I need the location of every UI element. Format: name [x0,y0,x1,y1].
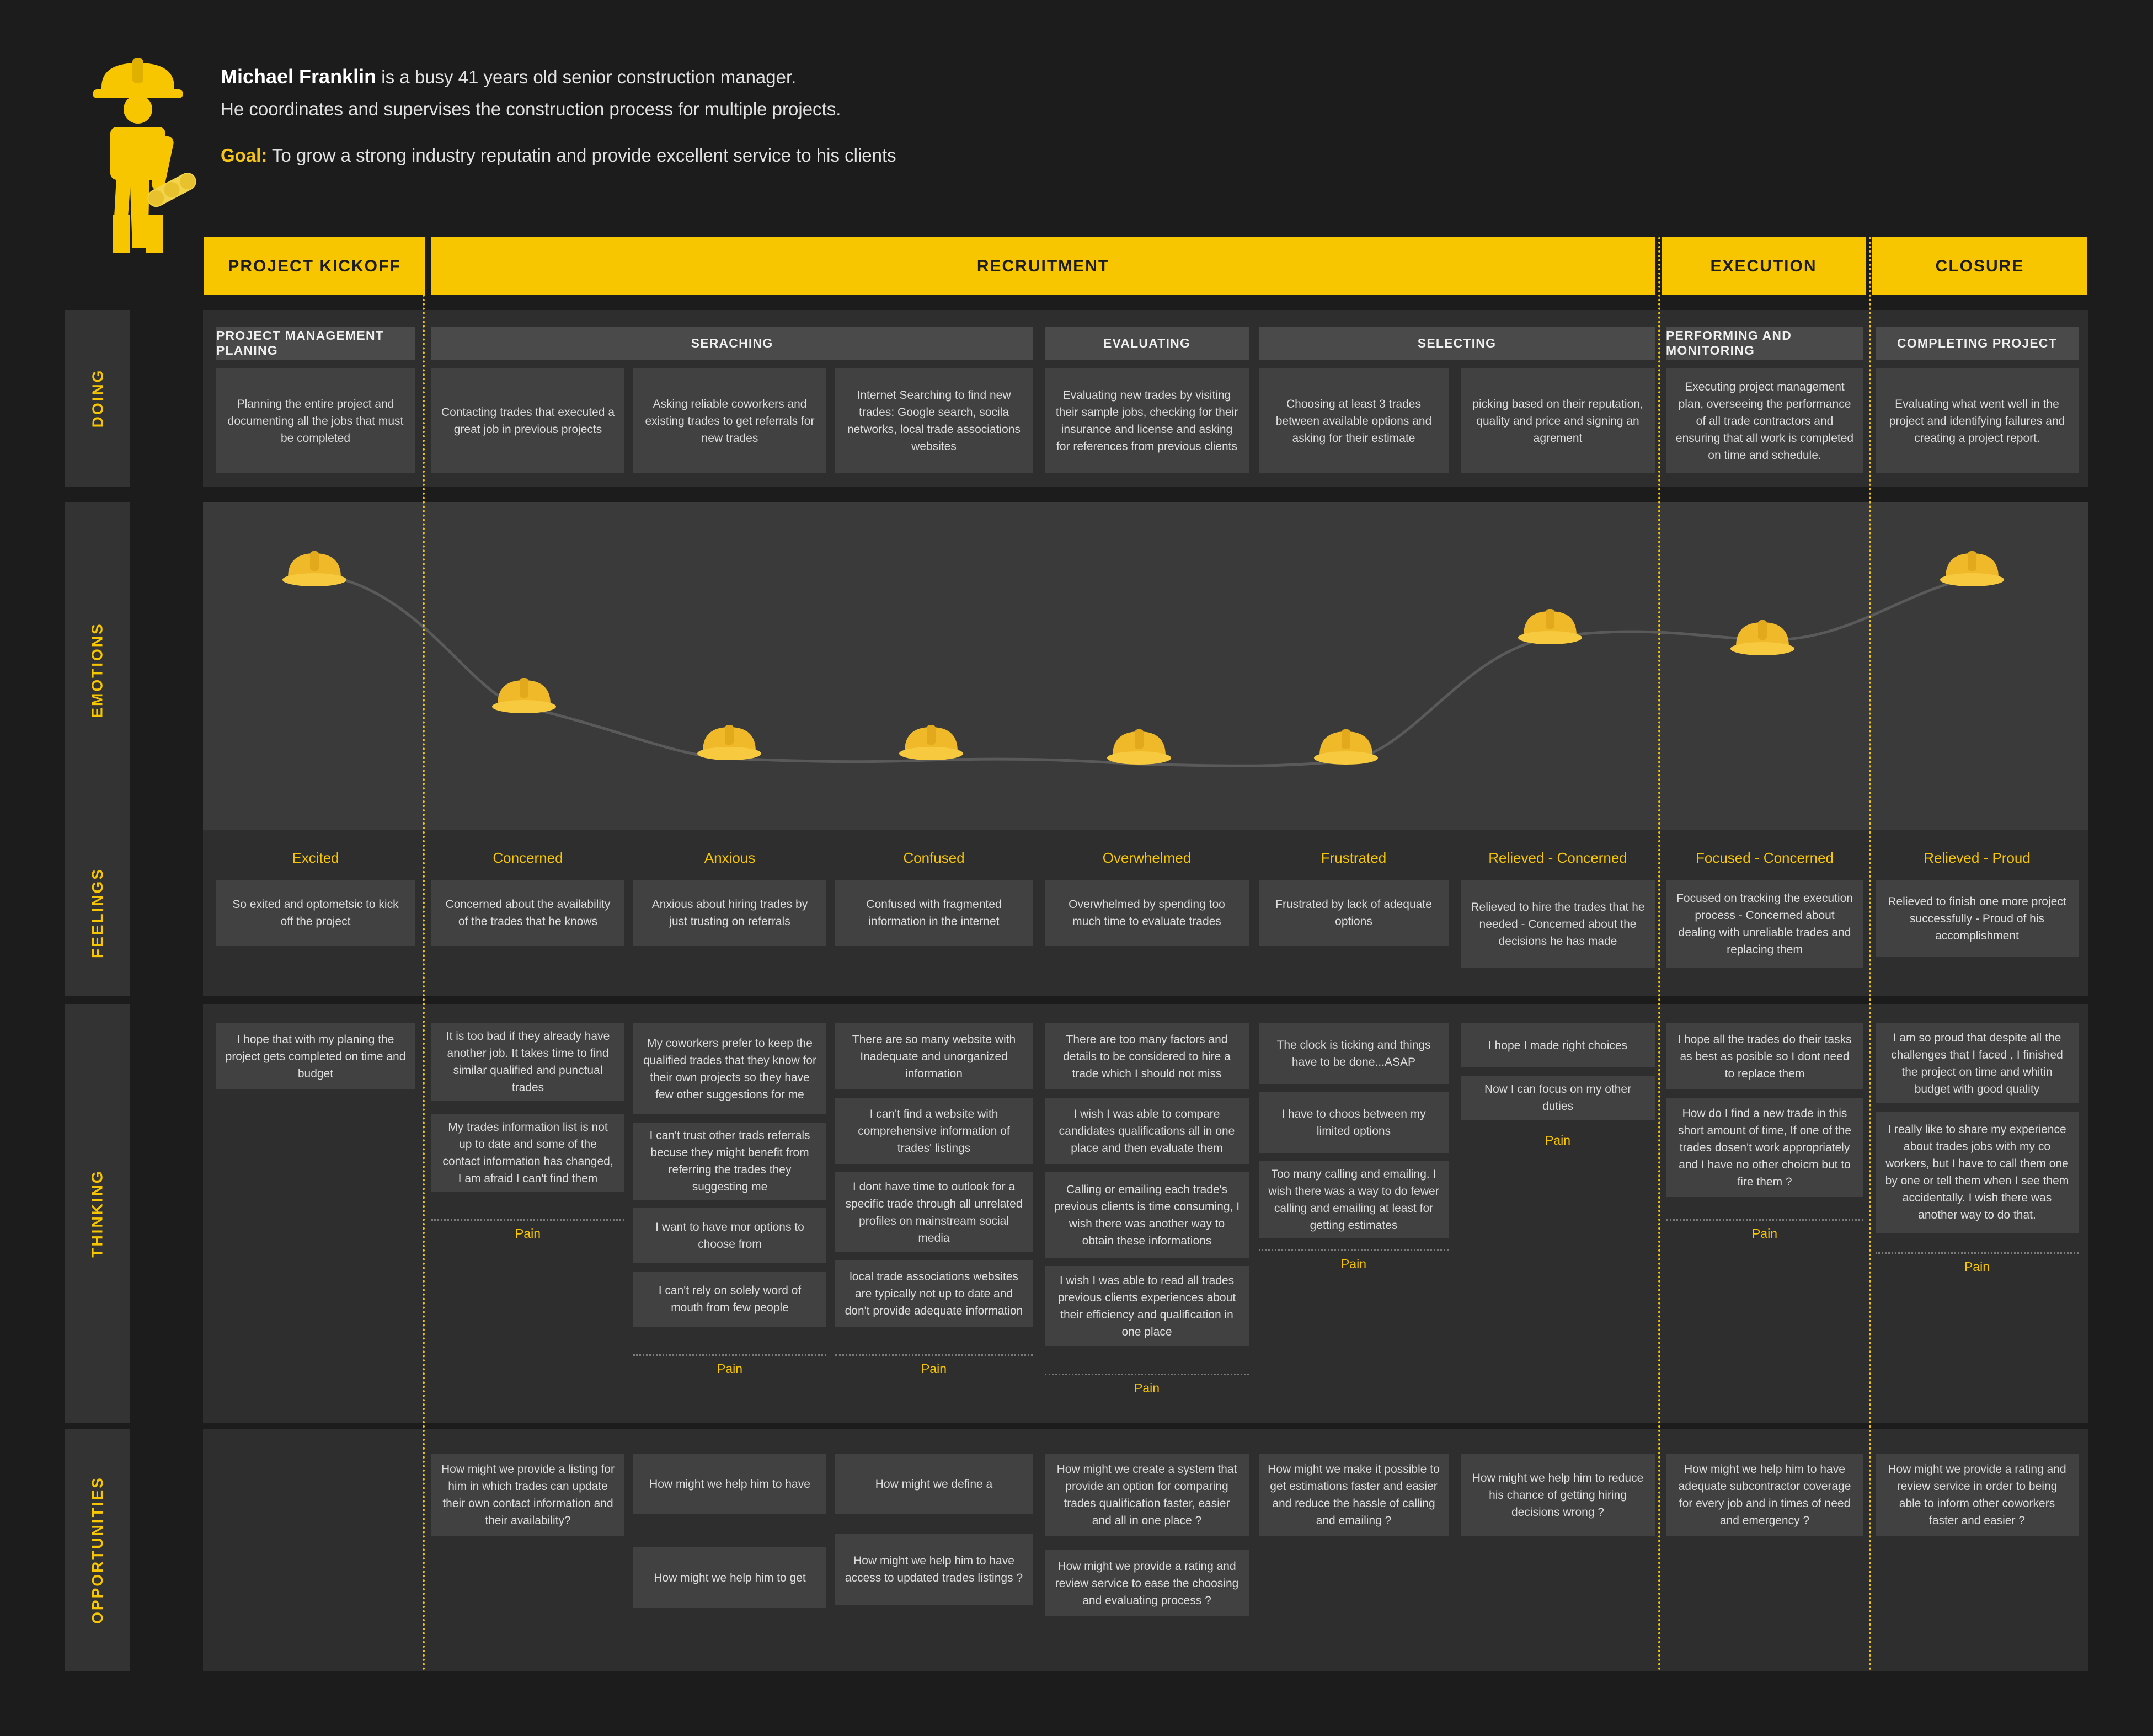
thinking-card-9-1[interactable]: I am so proud that despite all the challenges that I faced , I finished the project on time and whitin budget with good quality [1876,1023,2079,1103]
phase-execution[interactable]: EXECUTION [1662,237,1866,295]
thinking-pain-4: Pain [835,1354,1033,1376]
goal-text: To grow a strong industry reputatin and provide excellent service to his clients [267,145,896,165]
doing-card-4[interactable]: Internet Searching to find new trades: Google search, socila networks, local trade associations websites [835,368,1033,473]
subphase-performing-and-monitoring[interactable]: PERFORMING AND MONITORING [1666,327,1863,360]
opportunity-card-4-1[interactable]: How might we define a [835,1454,1033,1514]
feeling-label-3: Anxious [704,850,756,866]
emotion-helmet-1 [276,543,353,596]
subphase-seraching[interactable]: SERACHING [431,327,1033,360]
opportunity-card-8-1[interactable]: How might we help him to have adequate subcontractor coverage for every job and in times of need and emergency ? [1666,1454,1863,1536]
thinking-pain-6: Pain [1259,1249,1449,1272]
goal-label: Goal: [221,145,268,165]
thinking-card-6-2[interactable]: I have to choos between my limited options [1259,1092,1449,1153]
thinking-card-7-1[interactable]: I hope I made right choices [1461,1023,1655,1067]
thinking-card-3-1[interactable]: My coworkers prefer to keep the qualified trades that they know for their own projects so they have few other suggestions for me [633,1023,826,1114]
row-label-feelings: FEELINGS [65,830,130,996]
thinking-pain-3: Pain [633,1354,826,1376]
subphase-selecting[interactable]: SELECTING [1259,327,1655,360]
opportunity-card-3-1[interactable]: How might we help him to have [633,1454,826,1514]
row-label-opportunities: OPPORTUNITIES [65,1429,130,1671]
doing-card-1[interactable]: Planning the entire project and documenting all the jobs that must be completed [216,368,415,473]
thinking-card-5-3[interactable]: Calling or emailing each trade's previous clients is time consuming, I wish there was another way to obtain these informations [1045,1172,1249,1258]
feeling-label-7: Relieved - Concerned [1488,850,1627,866]
feeling-label-6: Frustrated [1321,850,1387,866]
feeling-label-5: Overwhelmed [1102,850,1192,866]
thinking-pain-7: Pain [1545,1133,1571,1147]
opportunity-card-7-1[interactable]: How might we help him to reduce his chance of getting hiring decisions wrong ? [1461,1454,1655,1536]
opportunity-card-4-2[interactable]: How might we help him to have access to updated trades listings ? [835,1534,1033,1605]
thinking-pain-8: Pain [1666,1219,1863,1241]
feeling-label-8: Focused - Concerned [1695,850,1834,866]
thinking-card-4-1[interactable]: There are so many website with Inadequate and unorganized information [835,1023,1033,1089]
thinking-card-3-3[interactable]: I want to have mor options to choose from [633,1208,826,1263]
thinking-card-4-3[interactable]: I dont have time to outlook for a specific trade through all unrelated profiles on mainstream social media [835,1172,1033,1252]
opportunity-card-5-2[interactable]: How might we provide a rating and review service to ease the choosing and evaluating process ? [1045,1550,1249,1616]
thinking-card-6-1[interactable]: The clock is ticking and things have to be done...ASAP [1259,1023,1449,1084]
doing-card-6[interactable]: Choosing at least 3 trades between available options and asking for their estimate [1259,368,1449,473]
thinking-card-5-2[interactable]: I wish I was able to compare candidates qualifications all in one place and then evaluate them [1045,1098,1249,1164]
row-label-thinking: THINKING [65,1004,130,1423]
persona-line-2: He coordinates and supervises the construction process for multiple projects. [221,99,841,119]
thinking-pain-9: Pain [1876,1252,2079,1274]
feeling-label-9: Relieved - Proud [1924,850,2031,866]
persona-line-1-rest: is a busy 41 years old senior construction manager. [376,67,797,87]
row-label-emotions: EMOTIONS [65,502,130,838]
thinking-card-2-2[interactable]: My trades information list is not up to date and some of the contact information has changed, I am afraid I can't find them [431,1114,624,1192]
thinking-card-5-4[interactable]: I wish I was able to read all trades previous clients experiences about their efficiency and qualification in one place [1045,1266,1249,1346]
feeling-card-2[interactable]: Concerned about the availability of the trades that he knows [431,880,624,946]
thinking-card-8-1[interactable]: I hope all the trades do their tasks as best as posible so I dont need to replace them [1666,1023,1863,1089]
feeling-label-2: Concerned [493,850,563,866]
opportunity-card-3-2[interactable]: How might we help him to get [633,1547,826,1608]
opportunity-card-9-1[interactable]: How might we provide a rating and review service in order to being able to inform other coworkers faster and easier ? [1876,1454,2079,1536]
emotion-helmet-7 [1511,601,1589,654]
emotion-helmet-3 [691,717,768,770]
subphase-evaluating[interactable]: EVALUATING [1045,327,1249,360]
thinking-card-2-1[interactable]: It is too bad if they already have another job. It takes time to find similar qualified and punctual trades [431,1023,624,1101]
persona-name: Michael Franklin [221,65,377,88]
opportunity-card-5-1[interactable]: How might we create a system that provide an option for comparing trades qualification faster, easier and all in one place ? [1045,1454,1249,1536]
thinking-card-7-2[interactable]: Now I can focus on my other duties [1461,1076,1655,1120]
emotion-helmet-8 [1724,612,1801,665]
emotion-helmet-5 [1100,722,1178,774]
phase-divider-1 [423,237,425,1671]
thinking-pain-5: Pain [1045,1374,1249,1396]
opportunity-card-2-1[interactable]: How might we provide a listing for him in which trades can update their own contact information and their availability? [431,1454,624,1536]
feeling-card-5[interactable]: Overwhelmed by spending too much time to evaluate trades [1045,880,1249,946]
row-label-doing: DOING [65,310,130,487]
opportunity-card-6-1[interactable]: How might we make it possible to get estimations faster and easier and reduce the hassle of calling and emailing ? [1259,1454,1449,1536]
doing-card-5[interactable]: Evaluating new trades by visiting their sample jobs, checking for their insurance and license and asking for references from previous clients [1045,368,1249,473]
emotion-helmet-4 [893,717,970,770]
feeling-label-1: Excited [292,850,339,866]
doing-card-2[interactable]: Contacting trades that executed a great job in previous projects [431,368,624,473]
emotion-helmet-9 [1933,543,2011,596]
subphase-completing-project[interactable]: COMPLETING PROJECT [1876,327,2079,360]
phase-closure[interactable]: CLOSURE [1872,237,2087,295]
feeling-label-4: Confused [903,850,965,866]
feeling-card-9[interactable]: Relieved to finish one more project successfully - Proud of his accomplishment [1876,880,2079,957]
emotion-helmet-6 [1307,722,1385,774]
phase-project-kickoff[interactable]: PROJECT KICKOFF [204,237,425,295]
doing-card-9[interactable]: Evaluating what went well in the project and identifying failures and creating a project report. [1876,368,2079,473]
doing-card-8[interactable]: Executing project management plan, overseeing the performance of all trade contractors and ensuring that all work is completed on time and schedule. [1666,368,1863,473]
feeling-card-3[interactable]: Anxious about hiring trades by just trusting on referrals [633,880,826,946]
phase-divider-3 [1869,237,1871,1671]
feeling-card-6[interactable]: Frustrated by lack of adequate options [1259,880,1449,946]
thinking-card-3-2[interactable]: I can't trust other trads referrals becuse they might benefit from referring the trades they suggesting me [633,1123,826,1200]
thinking-card-5-1[interactable]: There are too many factors and details to be considered to hire a trade which I should not miss [1045,1023,1249,1089]
thinking-pain-2: Pain [431,1219,624,1241]
thinking-card-4-2[interactable]: I can't find a website with comprehensive information of trades' listings [835,1098,1033,1164]
feeling-card-7[interactable]: Relieved to hire the trades that he needed - Concerned about the decisions he has made [1461,880,1655,968]
feeling-card-1[interactable]: So exited and optometsic to kick off the project [216,880,415,946]
emotion-helmet-2 [485,670,563,723]
thinking-card-8-2[interactable]: How do I find a new trade in this short amount of time, If one of the trades dosen't work appropriately and I have no other choicm but to fire them ? [1666,1098,1863,1197]
thinking-card-1-1[interactable]: I hope that with my planing the project gets completed on time and budget [216,1023,415,1089]
doing-card-7[interactable]: picking based on their reputation, quality and price and signing an agrement [1461,368,1655,473]
feeling-card-4[interactable]: Confused with fragmented information in the internet [835,880,1033,946]
thinking-card-9-2[interactable]: I really like to share my experience about trades jobs with my co workers, but I have to call them one by one or tell them when I see them accidentally. I wish there was another way to do that. [1876,1112,2079,1233]
subphase-project-management-planing[interactable]: PROJECT MANAGEMENT PLANING [216,327,415,360]
thinking-card-4-4[interactable]: local trade associations websites are typically not up to date and don't provide adequate information [835,1260,1033,1327]
thinking-card-6-3[interactable]: Too many calling and emailing. I wish there was a way to do fewer calling and emailing at least for getting estimates [1259,1161,1449,1238]
thinking-card-3-4[interactable]: I can't rely on solely word of mouth from few people [633,1272,826,1327]
doing-card-3[interactable]: Asking reliable coworkers and existing trades to get referrals for new trades [633,368,826,473]
phase-recruitment[interactable]: RECRUITMENT [431,237,1655,295]
feeling-card-8[interactable]: Focused on tracking the execution process - Concerned about dealing with unreliable trades and replacing them [1666,880,1863,968]
phase-divider-2 [1658,237,1660,1671]
